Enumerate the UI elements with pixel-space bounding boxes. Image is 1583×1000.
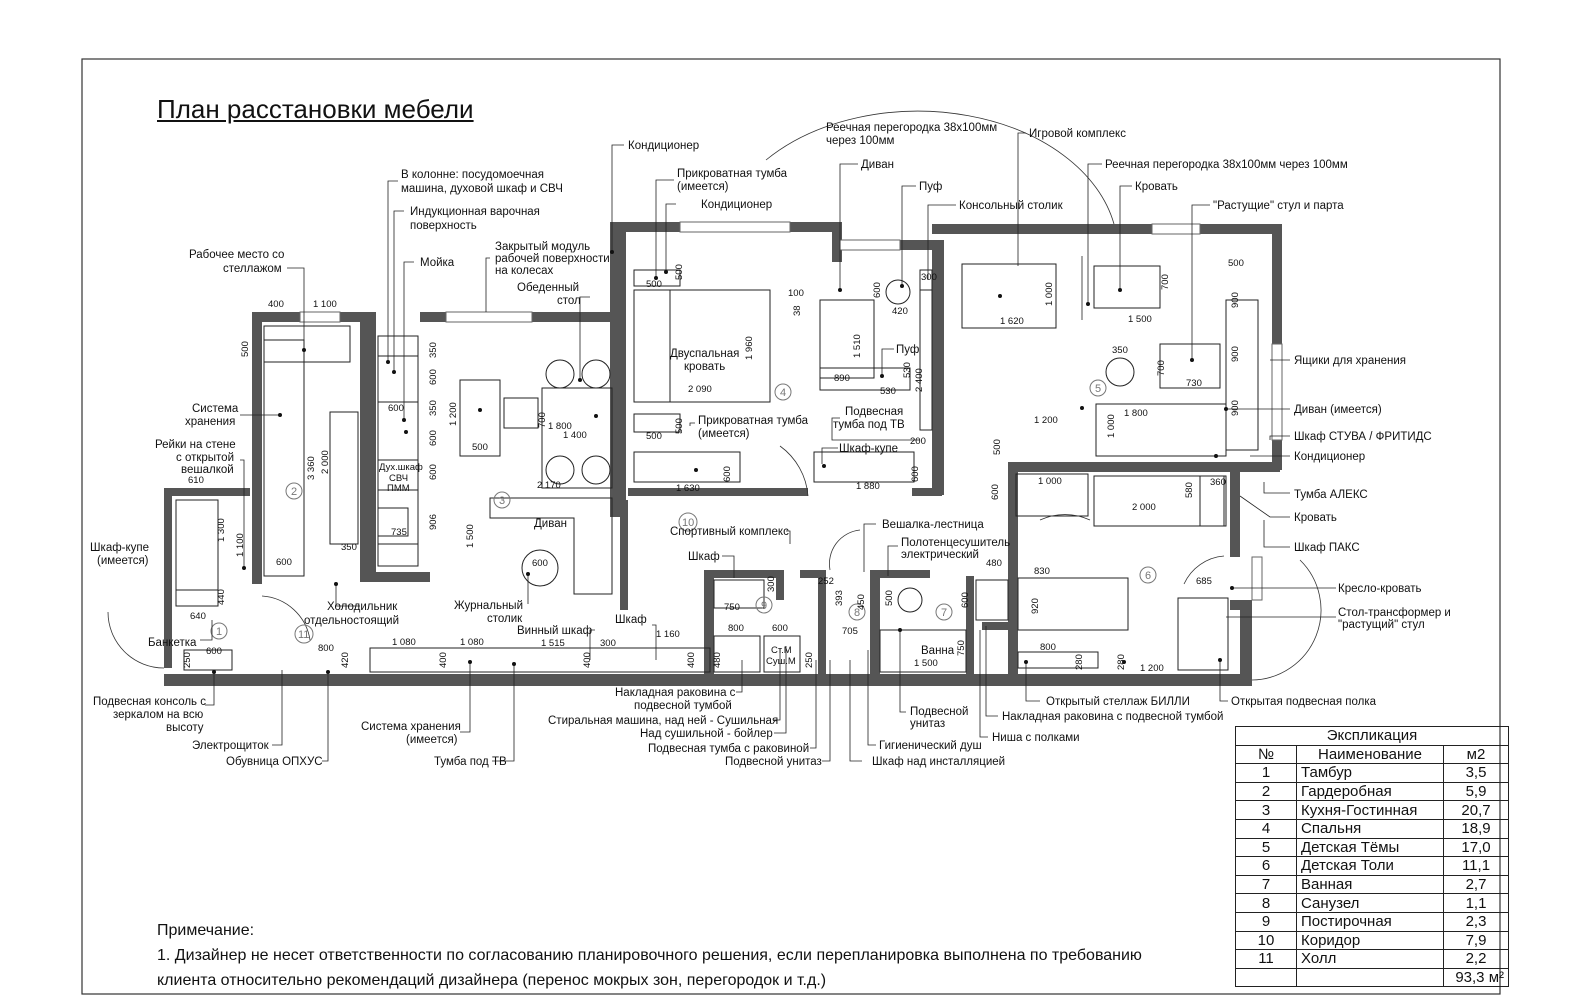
table-cell: Тамбур [1297, 764, 1444, 783]
label-stiral: Стиральная машина, над ней - Сушильная [548, 715, 779, 727]
dim-350-a: 350 [341, 542, 357, 553]
room-number-5: 5 [1095, 383, 1102, 395]
table-cell: 17,0 [1444, 838, 1509, 857]
dim-1800-b: 1 800 [1124, 408, 1148, 419]
dim-1200-b: 1 200 [1034, 415, 1058, 426]
label-shkafinst: Шкаф над инсталляцией [872, 756, 1006, 768]
table-row [1236, 819, 1509, 838]
table-cell: 1 [1236, 764, 1297, 783]
label-dukh-3: ПММ [387, 483, 410, 494]
dim-600-k: 600 [960, 592, 971, 608]
dim-420-a: 420 [340, 652, 351, 668]
dim-600-garderob: 600 [276, 557, 292, 568]
label-zakr-2: рабочей поверхности [495, 253, 610, 265]
label-reyki-1: Рейки на стене [155, 439, 236, 451]
table-cell: 2,7 [1444, 875, 1509, 894]
label-sistema-1: Система [192, 403, 239, 415]
dim-1515: 1 515 [541, 638, 565, 649]
table-cell: 2,3 [1444, 912, 1509, 931]
label-nisha: Ниша с полками [992, 732, 1080, 744]
label-naklrak-1: Накладная раковина с [615, 687, 736, 699]
label-zhurn-2: столик [487, 613, 523, 625]
label-rabmesto-2: стеллажом [223, 263, 282, 275]
label-polot-1: Полотенцесушитель [901, 537, 1011, 549]
table-cell: 5,9 [1444, 782, 1509, 801]
dim-600-g: 600 [910, 466, 921, 482]
dim-2000-b: 2 000 [1132, 502, 1156, 513]
table-cell: 1,1 [1444, 894, 1509, 913]
dim-890: 890 [834, 373, 850, 384]
table-row [1236, 931, 1509, 950]
label-sistimeet-1: Система хранения [361, 721, 461, 733]
dim-600-banketka: 600 [206, 646, 222, 657]
table-row [1236, 838, 1509, 857]
notes-heading: Примечание: [157, 922, 255, 939]
label-prikrov-4: (имеется) [698, 428, 750, 440]
dim-610: 610 [188, 475, 204, 486]
explication-header-num: № [1236, 745, 1297, 764]
label-reech-1: Реечная перегородка 38х100мм [826, 122, 998, 134]
label-rastush: "Растущие" стул и парта [1213, 200, 1344, 212]
dim-400-b: 400 [438, 652, 449, 668]
dim-300-b: 300 [921, 272, 937, 283]
table-cell: 2,2 [1444, 950, 1509, 969]
explication-caption: Экспликация [1236, 727, 1509, 746]
dim-2170: 2 170 [537, 480, 561, 491]
dim-280-a: 280 [1074, 654, 1085, 670]
dim-735: 735 [391, 527, 407, 538]
label-gigien: Гигиенический душ [879, 740, 982, 752]
label-podvkons-2: зеркалом на всю [113, 709, 204, 721]
dim-1000-c: 1 000 [1038, 476, 1062, 487]
dim-1880: 1 880 [856, 481, 880, 492]
room-number-7: 7 [941, 607, 948, 619]
label-podves-2: тумба под ТВ [833, 419, 905, 431]
dim-1960: 1 960 [744, 336, 755, 360]
door-arcs [108, 111, 1321, 680]
dim-1400: 1 400 [563, 430, 587, 441]
label-sistimeet-2: (имеется) [406, 734, 458, 746]
label-prikrov-1: Прикроватная тумба [677, 168, 787, 180]
dim-1200-a: 1 200 [448, 402, 459, 426]
label-dvusp-2: кровать [684, 361, 726, 373]
label-shkafkupe-1: Шкаф-купе [90, 542, 150, 554]
dim-350-d: 350 [1112, 345, 1128, 356]
label-prikrov-2: (имеется) [677, 181, 729, 193]
dim-1500-a: 1 500 [465, 524, 476, 548]
label-divan-living: Диван [534, 518, 567, 530]
label-podvunit: Подвесной унитаз [725, 756, 822, 768]
dim-1100b: 1 100 [235, 533, 246, 557]
dim-480-b: 480 [986, 558, 1002, 569]
dim-280-b: 280 [1116, 654, 1127, 670]
table-cell [1236, 968, 1297, 987]
label-tumbatv: Тумба под ТВ [434, 756, 507, 768]
table-cell: 4 [1236, 819, 1297, 838]
dim-800-b: 800 [1040, 642, 1056, 653]
label-billi: Открытый стеллаж БИЛЛИ [1046, 696, 1190, 708]
label-yashiki: Ящики для хранения [1294, 355, 1406, 367]
dim-700-a: 700 [537, 412, 548, 428]
dim-600-kitchen: 600 [388, 403, 404, 414]
dim-1080-a: 1 080 [392, 637, 416, 648]
table-cell: 18,9 [1444, 819, 1509, 838]
label-zakr-3: на колесах [495, 265, 554, 277]
dim-440: 440 [216, 589, 227, 605]
dim-1510: 1 510 [852, 334, 863, 358]
dim-1000-b: 1 000 [1106, 414, 1117, 438]
dim-500-island: 500 [472, 442, 488, 453]
dim-450: 450 [856, 594, 867, 610]
label-shkafkupe-3: Шкаф-купе [839, 443, 899, 455]
table-cell: Коридор [1297, 931, 1444, 950]
dim-1100: 1 100 [313, 299, 337, 310]
dim-350-c: 350 [428, 400, 439, 416]
label-paks: Шкаф ПАКС [1294, 542, 1360, 554]
label-aleks: Тумба АЛЕКС [1294, 489, 1368, 501]
table-cell: Гардеробная [1297, 782, 1444, 801]
label-reyki-3: вешалкой [181, 464, 234, 476]
label-sport: Спортивный комплекс [670, 526, 789, 538]
dim-705: 705 [842, 626, 858, 637]
room-number-1: 1 [216, 626, 223, 638]
dim-530: 530 [880, 386, 896, 397]
notes-line-2: клиента относительно рекомендаций дизайнера (перенос мокрых зон, перегородок и т.д.) [157, 972, 827, 989]
notes-line-1: 1. Дизайнер не несет ответственности по согласованию планировочного решения, если перепланировка выполнена по требованию [157, 947, 1142, 964]
table-cell: Постирочная [1297, 912, 1444, 931]
dim-500-d: 500 [646, 431, 662, 442]
dim-530-b: 530 [902, 362, 913, 378]
dim-300-a: 300 [600, 638, 616, 649]
table-cell: Санузел [1297, 894, 1444, 913]
dim-600-i: 600 [990, 484, 1001, 500]
label-podvunit-2b: унитаз [910, 718, 946, 730]
dim-900-a: 900 [1230, 292, 1241, 308]
table-cell: 7,9 [1444, 931, 1509, 950]
label-banketka: Банкетка [148, 637, 197, 649]
label-naklrak-2: подвесной тумбой [634, 700, 732, 712]
notes-block [157, 918, 1217, 993]
table-cell: Холл [1297, 950, 1444, 969]
label-obed-2: стол [557, 295, 581, 307]
dim-250-a: 250 [182, 652, 193, 668]
dim-730: 730 [1186, 378, 1202, 389]
dim-1630: 1 630 [676, 483, 700, 494]
table-cell: 5 [1236, 838, 1297, 857]
dim-252: 252 [818, 576, 834, 587]
label-konditsioner-3: Кондиционер [1294, 451, 1366, 463]
table-cell: Детская Тёмы [1297, 838, 1444, 857]
dim-2090: 2 090 [688, 384, 712, 395]
room-number-6: 6 [1145, 570, 1152, 582]
room-number-11: 11 [298, 629, 310, 641]
label-sushm: Суш.М [766, 656, 796, 667]
room-number-10: 10 [682, 517, 695, 529]
table-cell: 2 [1236, 782, 1297, 801]
table-cell: 11,1 [1444, 857, 1509, 876]
page-title: План расстановки мебели [157, 94, 474, 124]
label-divan-imeetsya: Диван (имеется) [1294, 404, 1382, 416]
dim-400-d: 400 [686, 652, 697, 668]
label-konditsioner-2: Кондиционер [701, 199, 773, 211]
table-cell: 7 [1236, 875, 1297, 894]
label-konsol: Консольный столик [959, 200, 1063, 212]
dim-600-j: 600 [772, 623, 788, 634]
label-divan-bedroom: Диван [861, 159, 894, 171]
dim-500-h: 500 [884, 590, 895, 606]
label-puf-2: Пуф [896, 344, 920, 356]
dim-500-b: 500 [646, 279, 662, 290]
room-number-3: 3 [499, 495, 506, 507]
label-veshalka: Вешалка-лестница [882, 519, 984, 531]
dim-250-b: 250 [804, 652, 815, 668]
label-shkaf-living: Шкаф [615, 614, 647, 626]
label-sistema-2: хранения [185, 416, 236, 428]
label-podvtumba: Подвесная тумба с раковиной [648, 743, 810, 755]
table-cell: Спальня [1297, 819, 1444, 838]
label-krovat-1: Кровать [1135, 181, 1178, 193]
dim-900-c: 900 [1230, 400, 1241, 416]
table-row [1236, 857, 1509, 876]
dim-1200-c: 1 200 [1140, 663, 1164, 674]
dim-580: 580 [1184, 482, 1195, 498]
label-obuvnica: Обувница ОПХУС [226, 756, 323, 768]
dim-1620: 1 620 [1000, 316, 1024, 327]
dim-1000-a: 1 000 [1044, 282, 1055, 306]
label-kolonna-2: машина, духовой шкаф и СВЧ [401, 183, 563, 195]
dim-500: 500 [240, 341, 251, 357]
table-cell: Детская Толи [1297, 857, 1444, 876]
room-number-8: 8 [854, 607, 861, 619]
room-number-2: 2 [291, 486, 298, 498]
dim-3360: 3 360 [306, 456, 317, 480]
label-reech-2: через 100мм [826, 135, 895, 147]
dim-1500-c: 1 500 [914, 658, 938, 669]
table-cell: 3 [1236, 801, 1297, 820]
table-cell: 8 [1236, 894, 1297, 913]
label-holod-2: отдельностоящий [304, 615, 400, 627]
dim-480-a: 480 [712, 652, 723, 668]
dim-1080-b: 1 080 [460, 637, 484, 648]
table-row [1236, 875, 1509, 894]
dim-800-a: 800 [318, 643, 334, 654]
label-nadsush: Над сушильной - бойлер [640, 728, 773, 740]
table-cell: 6 [1236, 857, 1297, 876]
label-krovat-2: Кровать [1294, 512, 1337, 524]
label-zakr-1: Закрытый модуль [495, 241, 591, 253]
label-obed-1: Обеденный [517, 282, 580, 294]
label-stuva: Шкаф СТУВА / ФРИТИДС [1294, 431, 1432, 443]
label-kolonna-1: В колонне: посудомоечная [401, 169, 545, 181]
dim-920: 920 [1030, 598, 1041, 614]
label-holod-1: Холодильник [327, 601, 398, 613]
dim-2400: 2 400 [914, 368, 925, 392]
label-naklrak-3: Накладная раковина с подвесной тумбой [1002, 711, 1224, 723]
label-reech-3: Реечная перегородка 38х100мм через 100мм [1105, 159, 1348, 171]
table-row [1236, 912, 1509, 931]
label-induk-2: поверхность [410, 220, 477, 232]
dim-700-c: 700 [1156, 360, 1167, 376]
dim-900-b: 900 [1230, 346, 1241, 362]
label-rabmesto-1: Рабочее место со [189, 249, 285, 261]
dim-700-b: 700 [1160, 274, 1171, 290]
dim-500-c: 500 [674, 264, 685, 280]
dim-1300: 1 300 [216, 518, 227, 542]
table-row [1236, 764, 1509, 783]
dim-800-c: 800 [728, 623, 744, 634]
label-shkafkupe-2: (имеется) [97, 555, 149, 567]
dim-1500-b: 1 500 [1128, 314, 1152, 325]
dim-600-table: 600 [532, 558, 548, 569]
dim-360: 360 [1210, 477, 1226, 488]
dim-500-e: 500 [674, 418, 685, 434]
label-stm: Ст.М [771, 645, 792, 656]
label-polka: Открытая подвесная полка [1231, 696, 1376, 708]
dim-600-f: 600 [722, 466, 733, 482]
label-vinny: Винный шкаф [517, 625, 593, 637]
dim-600-d: 600 [428, 430, 439, 446]
label-dukh-2: СВЧ [389, 473, 409, 484]
dim-100: 100 [788, 288, 804, 299]
label-kreslo: Кресло-кровать [1338, 583, 1422, 595]
dim-500-f: 500 [1228, 258, 1244, 269]
table-cell: 9 [1236, 912, 1297, 931]
table-cell: 3,5 [1444, 764, 1509, 783]
label-igrovoy: Игровой комплекс [1029, 128, 1126, 140]
label-induk-1: Индукционная варочная [410, 206, 540, 218]
dim-906: 906 [428, 514, 439, 530]
dim-600-h: 600 [872, 282, 883, 298]
dim-830: 830 [1034, 566, 1050, 577]
dim-400: 400 [268, 299, 284, 310]
dim-640: 640 [190, 611, 206, 622]
dim-393: 393 [834, 590, 845, 606]
label-podvkons-1: Подвесная консоль с [93, 696, 206, 708]
dim-38: 38 [792, 305, 803, 316]
label-dvusp-1: Двуспальная [670, 348, 740, 360]
table-cell: Ванная [1297, 875, 1444, 894]
table-row [1236, 894, 1509, 913]
dim-2000: 2 000 [320, 450, 331, 474]
table-row [1236, 801, 1509, 820]
label-puf-1: Пуф [919, 181, 943, 193]
room-number-9: 9 [761, 600, 768, 612]
label-transf-2: "растущий" стул [1338, 619, 1425, 631]
table-cell: 20,7 [1444, 801, 1509, 820]
table-cell: 11 [1236, 950, 1297, 969]
label-podvkons-3: высоту [166, 722, 204, 734]
dim-600-c: 600 [428, 369, 439, 385]
dim-200: 200 [910, 436, 926, 447]
label-moyka: Мойка [420, 257, 455, 269]
explication-header-name: Наименование [1297, 745, 1444, 764]
dim-750-a: 750 [724, 602, 740, 613]
table-row [1236, 950, 1509, 969]
dim-400-c: 400 [582, 652, 593, 668]
label-podves-1: Подвесная [845, 406, 904, 418]
dim-750-b: 750 [956, 640, 967, 656]
dim-1160: 1 160 [656, 629, 680, 640]
dim-600-e: 600 [428, 464, 439, 480]
table-cell: 10 [1236, 931, 1297, 950]
label-elshit: Электрощиток [192, 740, 269, 752]
label-shkaf-corridor: Шкаф [688, 551, 720, 563]
label-podvunit-2a: Подвесной [910, 706, 969, 718]
dim-420-b: 420 [892, 306, 908, 317]
dim-1800-a: 1 800 [548, 421, 572, 432]
label-zhurn-1: Журнальный [454, 600, 523, 612]
label-transf-1: Стол-трансформер и [1338, 607, 1451, 619]
explication-table [1235, 726, 1509, 987]
dim-685: 685 [1196, 576, 1212, 587]
dim-500-g: 500 [992, 439, 1003, 455]
label-konditsioner-1: Кондиционер [628, 140, 700, 152]
dim-350-b: 350 [428, 342, 439, 358]
room-number-4: 4 [780, 387, 787, 399]
explication-header-area: м2 [1444, 745, 1509, 764]
dim-300-c: 300 [766, 576, 777, 592]
label-prikrov-3: Прикроватная тумба [698, 415, 808, 427]
label-dukh-1: Дух.шкаф [379, 462, 423, 473]
label-vanna: Ванна [921, 645, 955, 657]
label-polot-2: электрический [901, 549, 979, 561]
label-reyki-2: с открытой [176, 452, 235, 464]
explication-total: 93,3 м² [1444, 968, 1509, 987]
table-cell: Кухня-Гостинная [1297, 801, 1444, 820]
table-cell [1297, 968, 1444, 987]
table-row [1236, 782, 1509, 801]
